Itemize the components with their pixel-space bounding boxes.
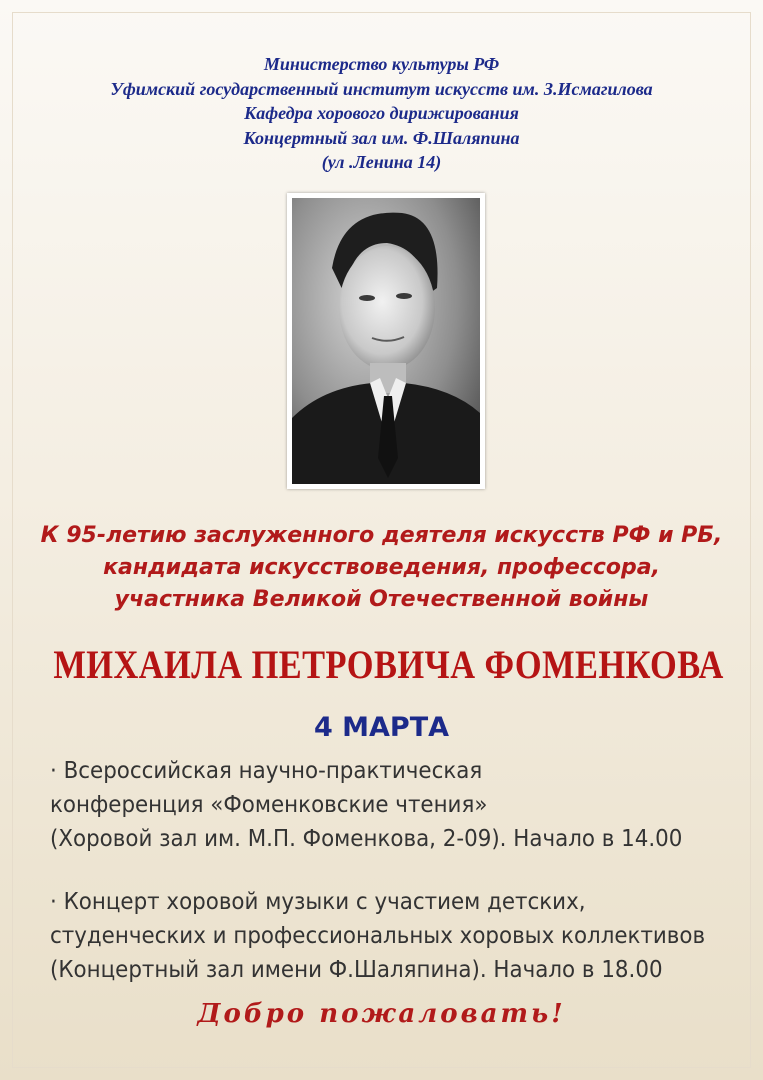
organizer-header [0, 52, 763, 175]
dedication-text [0, 520, 763, 616]
event-line: конференция «Фоменковские чтения» [50, 792, 488, 818]
event-line: (Концертный зал имени Ф.Шаляпина). Начало в 18.00 [50, 957, 663, 983]
dedication-line: К 95-летию заслуженного деятеля искусств РФ и РБ, [40, 523, 723, 548]
header-ministry: Министерство культуры РФ [263, 54, 500, 74]
event-line: · Всероссийская научно-практическая [50, 758, 483, 784]
header-institute: Уфимский государственный институт искусств им. З.Исмагилова [110, 78, 653, 99]
event-conference [50, 754, 740, 856]
portrait-frame [287, 193, 485, 489]
portrait-photo [292, 198, 480, 484]
header-department: Кафедра хорового дирижирования [244, 103, 519, 123]
header-address: (ул .Ленина 14) [321, 152, 442, 172]
event-line: · Концерт хоровой музыки с участием детских, [50, 889, 586, 915]
welcome-text: Добро пожаловать! [197, 999, 566, 1029]
dedication-line: участника Великой Отечественной войны [114, 587, 649, 612]
event-line: студенческих и профессиональных хоровых коллективов [50, 923, 706, 949]
event-concert [50, 885, 740, 987]
event-date: 4 МАРТА [313, 712, 450, 743]
honoree-name: МИХАИЛА ПЕТРОВИЧА ФОМЕНКОВА [53, 642, 724, 687]
dedication-line: кандидата искусствоведения, профессора, [103, 555, 660, 580]
event-line: (Хоровой зал им. М.П. Фоменкова, 2-09). Начало в 14.00 [50, 826, 683, 852]
header-concert-hall: Концертный зал им. Ф.Шаляпина [243, 127, 520, 148]
